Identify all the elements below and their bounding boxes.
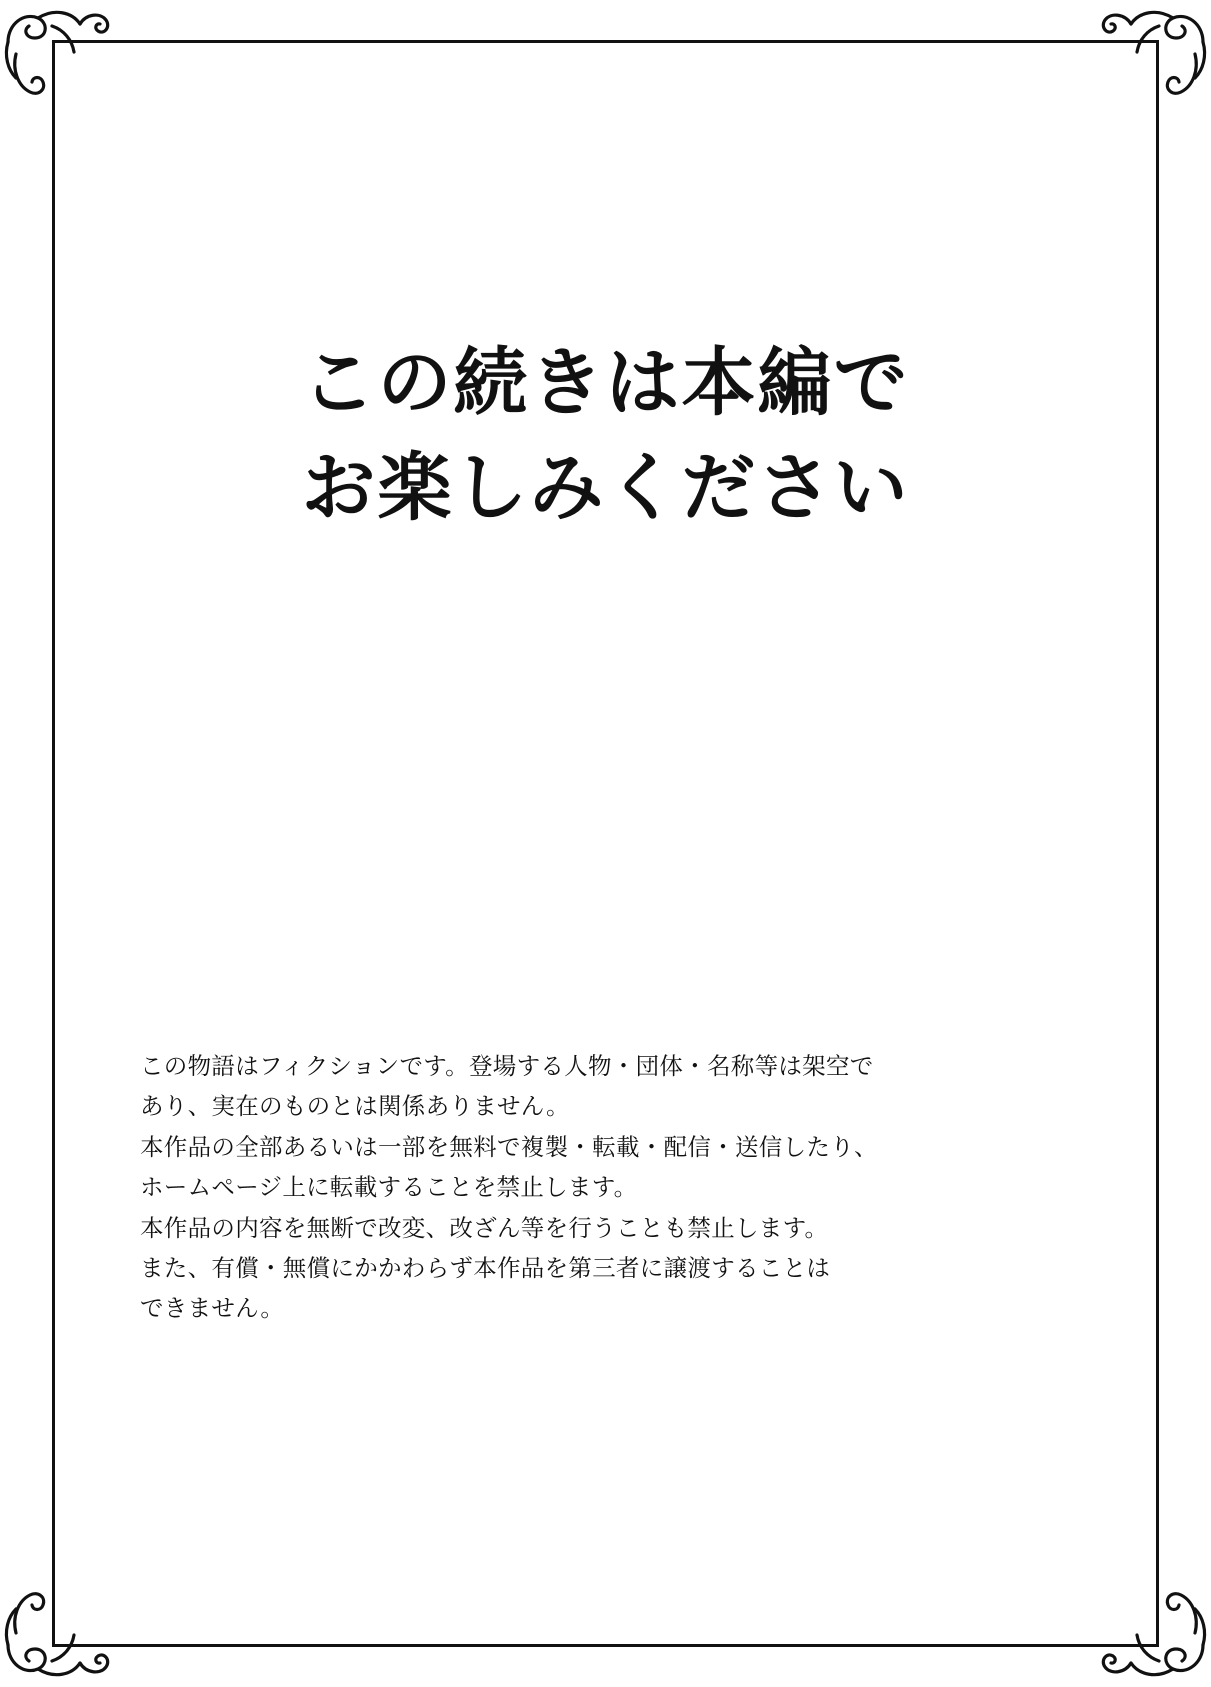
page-title-line-1: この続きは本編で	[301, 341, 910, 424]
legal-notice-line: できません。	[140, 1295, 285, 1322]
legal-notice	[140, 1046, 1020, 1329]
legal-notice-line: あり、実在のものとは関係ありません。	[140, 1093, 570, 1120]
page-border-frame	[52, 40, 1159, 1647]
legal-notice-line: 本作品の全部あるいは一部を無料で複製・転載・配信・送信したり、	[140, 1133, 878, 1160]
legal-notice-line: この物語はフィクションです。登場する人物・団体・名称等は架空で	[140, 1053, 874, 1079]
legal-notice-line: 本作品の内容を無断で改変、改ざん等を行うことも禁止します。	[140, 1214, 829, 1241]
page-title-line-2: お楽しみください	[301, 446, 910, 530]
legal-notice-line: ホームページ上に転載することを禁止します。	[140, 1174, 638, 1201]
page-title	[0, 330, 1211, 540]
legal-notice-line: また、有償・無償にかかわらず本作品を第三者に譲渡することは	[140, 1255, 831, 1282]
